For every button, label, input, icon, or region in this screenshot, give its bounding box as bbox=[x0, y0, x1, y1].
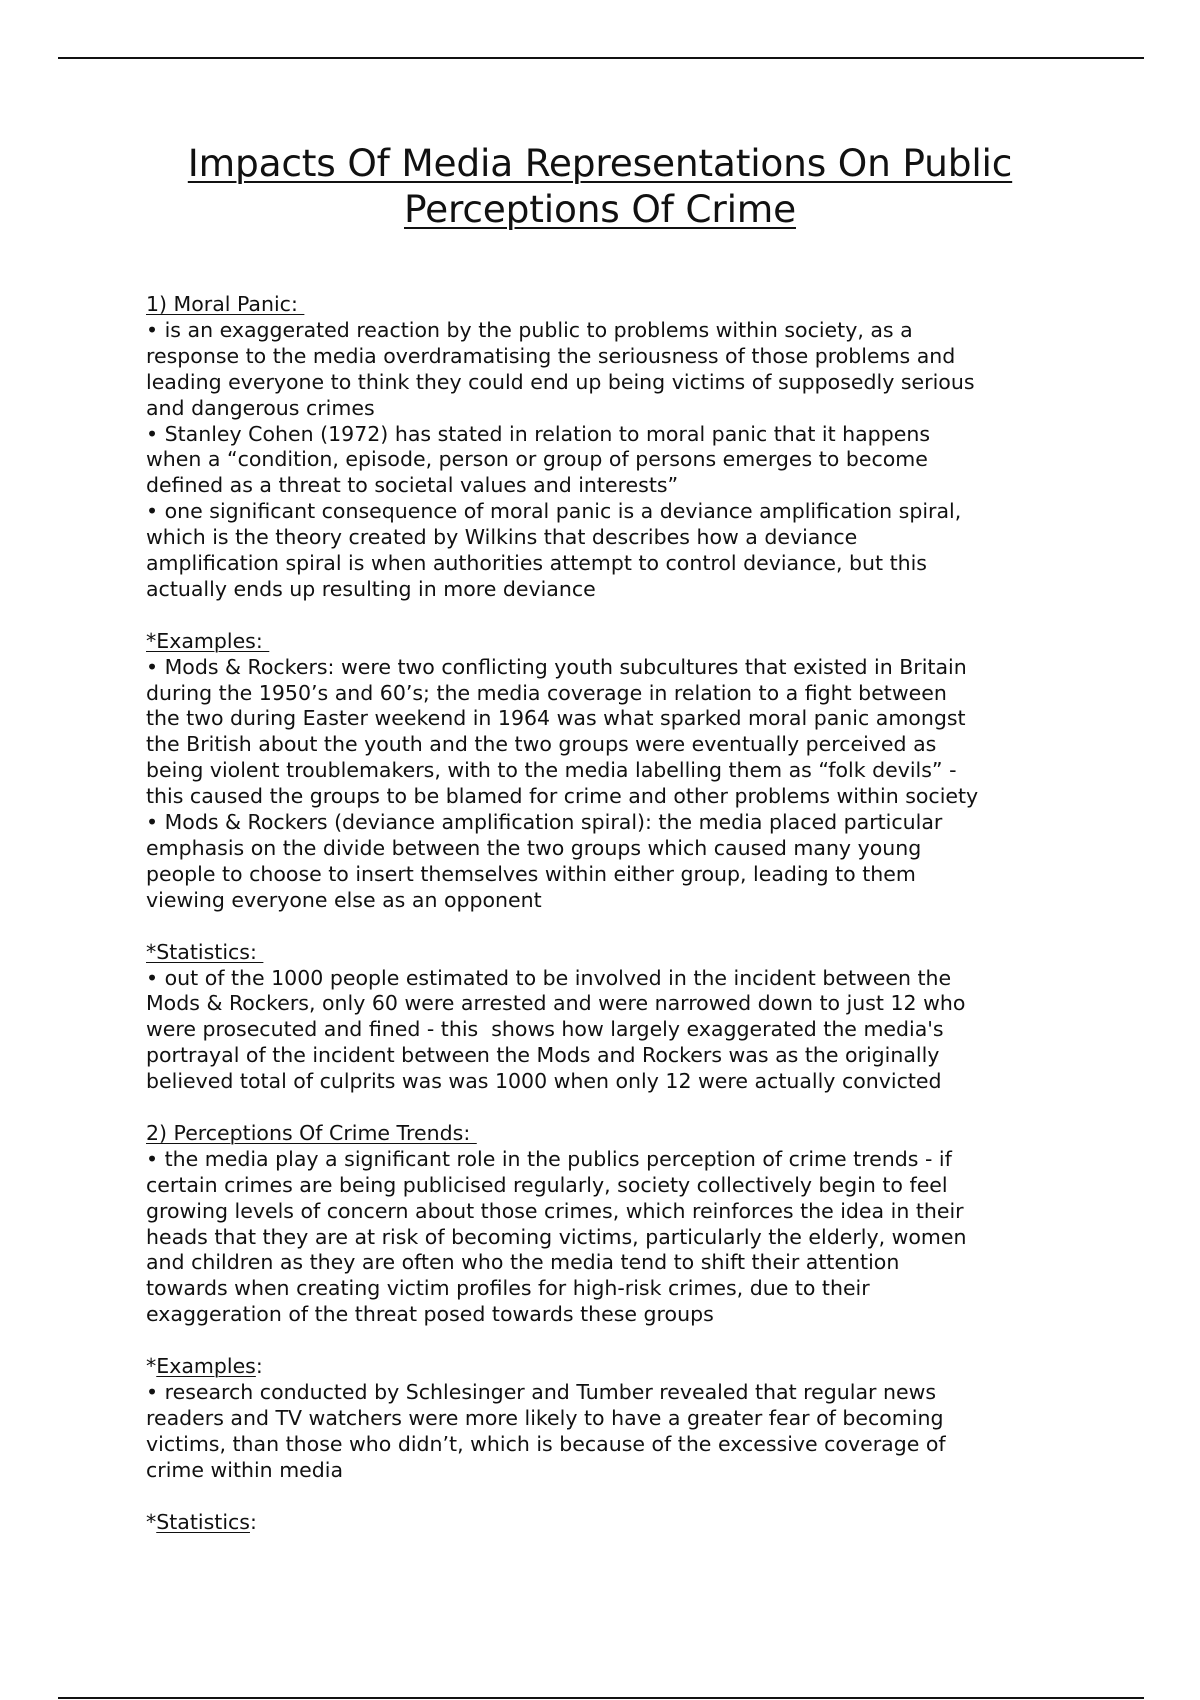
section-crime-trends-heading bbox=[146, 1121, 1146, 1147]
paragraph-line: response to the media overdramatising the seriousness of those problems and bbox=[146, 343, 956, 368]
paragraph-gap bbox=[146, 1095, 1146, 1121]
paragraph-line: and dangerous crimes bbox=[146, 395, 375, 420]
paragraph-line: and children as they are often who the media tend to shift their attention bbox=[146, 1250, 900, 1275]
paragraph-line: victims, than those who didn’t, which is because of the excessive coverage of bbox=[146, 1431, 946, 1456]
paragraph-line: amplification spiral is when authorities attempt to control deviance, but this bbox=[146, 551, 927, 576]
paragraph-line: • the media play a significant role in the publics perception of crime trends - if bbox=[146, 1146, 952, 1171]
paragraph-line: emphasis on the divide between the two groups which caused many young bbox=[146, 836, 922, 861]
paragraph-line: viewing everyone else as an opponent bbox=[146, 887, 542, 912]
paragraph-line: being violent troublemakers, with to the media labelling them as “folk devils” - bbox=[146, 758, 957, 783]
paragraph-gap bbox=[146, 1328, 1146, 1354]
examples-prefix: * bbox=[146, 1354, 157, 1379]
paragraph-line: • research conducted by Schlesinger and Tumber revealed that regular news bbox=[146, 1380, 937, 1404]
document-body bbox=[146, 292, 1146, 1535]
page-title bbox=[100, 140, 1100, 232]
paragraph-line: the two during Easter weekend in 1964 was what sparked moral panic amongst bbox=[146, 706, 966, 731]
paragraph-line: heads that they are at risk of becoming victims, particularly the elderly, women bbox=[146, 1224, 967, 1249]
paragraph-line: were prosecuted and fined - this shows how largely exaggerated the media's bbox=[146, 1017, 944, 1042]
paragraph-line: exaggeration of the threat posed towards these groups bbox=[146, 1302, 714, 1327]
bottom-rule bbox=[58, 1697, 1144, 1699]
paragraph-line: towards when creating victim profiles for high-risk crimes, due to their bbox=[146, 1276, 870, 1301]
section-heading-text: 1) Moral Panic: bbox=[146, 292, 305, 316]
title-line-1: Impacts Of Media Representations On Public bbox=[187, 141, 1013, 185]
paragraph-line: this caused the groups to be blamed for crime and other problems within society bbox=[146, 784, 979, 809]
examples-heading-text: *Examples: bbox=[146, 628, 270, 653]
paragraph-line: people to choose to insert themselves within either group, leading to them bbox=[146, 861, 916, 886]
paragraph-gap bbox=[146, 914, 1146, 940]
paragraph-gap bbox=[146, 603, 1146, 629]
paragraph-gap bbox=[146, 1484, 1146, 1510]
paragraph-line: • is an exaggerated reaction by the public to problems within society, as a bbox=[146, 317, 913, 342]
examples-heading-text: Examples bbox=[156, 1354, 256, 1379]
statistics-suffix: : bbox=[249, 1509, 257, 1534]
paragraph-line: • Stanley Cohen (1972) has stated in relation to moral panic that it happens bbox=[146, 421, 930, 446]
paragraph-line: defined as a threat to societal values and interests” bbox=[146, 473, 679, 498]
paragraph-line: Mods & Rockers, only 60 were arrested and were narrowed down to just 12 who bbox=[146, 991, 966, 1016]
paragraph-line: crime within media bbox=[146, 1457, 344, 1482]
paragraph-line: • out of the 1000 people estimated to be involved in the incident between the bbox=[146, 965, 952, 990]
paragraph-line: leading everyone to think they could end up being victims of supposedly serious bbox=[146, 369, 975, 394]
paragraph-line: certain crimes are being publicised regularly, society collectively begin to feel bbox=[146, 1172, 948, 1197]
statistics-heading bbox=[146, 940, 1146, 966]
statistics-prefix: * bbox=[146, 1509, 157, 1534]
title-line-2: Perceptions Of Crime bbox=[404, 187, 796, 231]
paragraph-line: when a “condition, episode, person or group of persons emerges to become bbox=[146, 447, 928, 472]
statistics-heading bbox=[146, 1510, 1146, 1536]
statistics-heading-text: Statistics bbox=[156, 1509, 250, 1534]
statistics-heading-text: *Statistics: bbox=[146, 939, 264, 964]
section-moral-panic-heading bbox=[146, 292, 1146, 318]
paragraph-line: believed total of culprits was was 1000 when only 12 were actually convicted bbox=[146, 1069, 942, 1094]
paragraph-line: growing levels of concern about those crimes, which reinforces the idea in their bbox=[146, 1198, 964, 1223]
paragraph-line: • Mods & Rockers (deviance amplification spiral): the media placed particular bbox=[146, 810, 943, 835]
paragraph-line: readers and TV watchers were more likely to have a greater fear of becoming bbox=[146, 1405, 944, 1430]
examples-heading bbox=[146, 1354, 1146, 1380]
top-rule bbox=[58, 57, 1144, 59]
paragraph-line: actually ends up resulting in more deviance bbox=[146, 576, 596, 601]
paragraph-line: which is the theory created by Wilkins that describes how a deviance bbox=[146, 525, 858, 550]
examples-heading bbox=[146, 629, 1146, 655]
paragraph-line: during the 1950’s and 60’s; the media coverage in relation to a fight between bbox=[146, 680, 947, 705]
paragraph-line: • Mods & Rockers: were two conflicting youth subcultures that existed in Britain bbox=[146, 654, 967, 679]
paragraph-line: the British about the youth and the two groups were eventually perceived as bbox=[146, 732, 937, 757]
section-heading-text: 2) Perceptions Of Crime Trends: bbox=[146, 1120, 477, 1145]
examples-suffix: : bbox=[255, 1354, 263, 1379]
paragraph-line: portrayal of the incident between the Mods and Rockers was as the originally bbox=[146, 1043, 940, 1068]
paragraph-line: • one significant consequence of moral panic is a deviance amplification spiral, bbox=[146, 499, 962, 524]
